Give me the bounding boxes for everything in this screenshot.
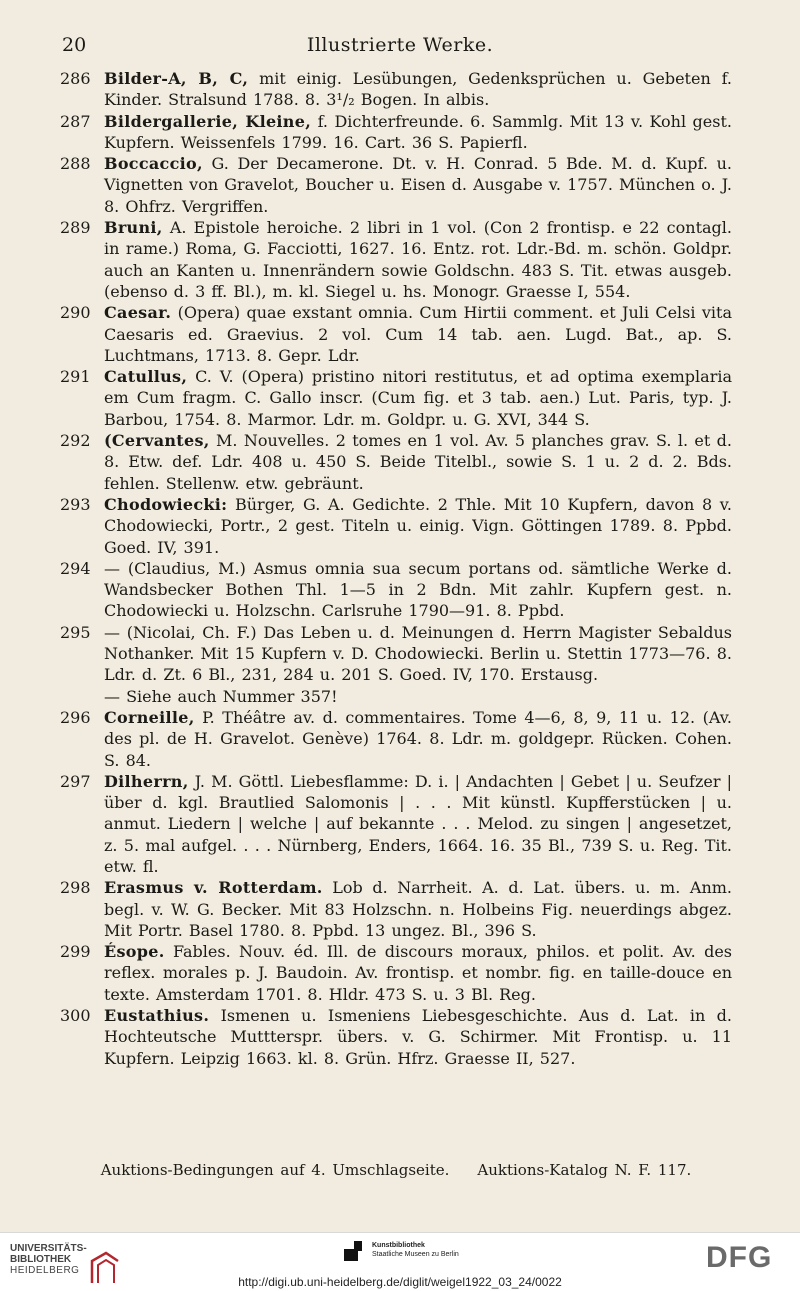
page-number: 20 — [62, 34, 87, 56]
entry-name: Ésope. — [104, 942, 165, 962]
kb-title: Kunstbibliothek — [372, 1242, 425, 1249]
university-library-logo[interactable] — [10, 1243, 130, 1276]
entry-name: Chodowiecki: — [104, 494, 228, 514]
catalog-entry — [60, 302, 732, 366]
entry-text: f. Dichterfreunde. 6. Sammlg. Mit 13 v. Kohl gest. Kupfern. Weissenfels 1799. 16. Cart. 36 S. Papierfl. — [104, 111, 732, 152]
entry-name: Boccaccio, — [104, 154, 203, 174]
entry-name: Corneille, — [104, 707, 195, 727]
entry-number: 290 — [60, 303, 91, 323]
entry-text: — (Claudius, M.) Asmus omnia sua secum portans od. sämtliche Werke d. Wandsbecker Bothen Thl. 1—5 in 2 Bdn. Mit zahlr. Kupfern gest. n. Chodowiecki u. Holzschn. Carlsruhe 1790—91. 8. Ppbd. — [104, 558, 732, 621]
catalog-entry — [60, 771, 732, 877]
entry-name: Dilherrn, — [104, 771, 189, 791]
logo-line: BIBLIOTHEK — [10, 1254, 72, 1265]
entry-number: 298 — [60, 878, 91, 898]
kunstbibliothek-label — [372, 1241, 512, 1259]
entry-number: 293 — [60, 494, 91, 514]
entry-text: mit einig. Lesübungen, Gedenksprüchen u. Gebeten f. Kinder. Stralsund 1788. 8. 3¹/₂ Bogen. In albis. — [104, 69, 732, 110]
entry-number: 299 — [60, 942, 91, 962]
entry-name: Catullus, — [104, 367, 188, 387]
entry-name: (Cervantes, — [104, 431, 210, 451]
entry-name: Caesar. — [104, 303, 172, 323]
digitization-bar — [0, 1232, 800, 1291]
entry-number: 291 — [60, 367, 91, 387]
entry-number: 287 — [60, 111, 91, 131]
footer-catalog: Auktions-Katalog N. F. 117. — [477, 1161, 692, 1179]
catalog-entry — [60, 877, 732, 941]
entry-number: 286 — [60, 69, 91, 88]
entry-text: J. M. Göttl. Liebesflamme: D. i. | Andachten | Gebet | u. Seufzer | über d. kgl. Brautlied Salomonis | . . . Mit künstl. Kupfferstücken | u. anmut. Liedern | welche | auf bekannte . . . Melod. zu singen | angesetzet, z. 5. mal aufgel. . . . Nürnberg, Enders, 1664. 16. 35 Bl., 739 S. u. Reg. Tit. etw. fl. — [104, 771, 732, 876]
logo-line: HEIDELBERG — [10, 1265, 80, 1276]
entry-text: Lob d. Narrheit. A. d. Lat. übers. u. m. Anm. begl. v. W. G. Becker. Mit 83 Holzschn. n. Holbeins Fig. neuerdings abgez. Mit Portr. Basel 1780. 8. Ppbd. 13 ungez. Bl., 396 S. — [104, 878, 732, 940]
entry-text: G. Der Decamerone. Dt. v. H. Conrad. 5 Bde. M. d. Kupf. u. Vignetten von Gravelot, Boucher u. Eisen d. Ausgabe v. 1757. München o. J. 8. Ohfrz. Vergriffen. — [104, 154, 732, 216]
catalog-entry — [60, 430, 732, 494]
catalog-entry — [60, 366, 732, 430]
catalog-entry — [60, 707, 732, 771]
entry-name: Bildergallerie, Kleine, — [104, 111, 312, 131]
catalog-entry — [60, 558, 732, 622]
dfg-logo[interactable]: DFG — [706, 1241, 773, 1274]
entry-text: — (Nicolai, Ch. F.) Das Leben u. d. Meinungen d. Herrn Magister Sebaldus Nothanker. Mit 15 Kupfern v. D. Chodowiecki. Berlin u. Stettin 1773—76. 8. Ldr. d. Zt. 6 Bl., 231, 284 u. 201 S. Goed. IV, 170. Erstausg. — [104, 622, 732, 685]
catalog-entry — [60, 494, 732, 558]
catalog-entries — [60, 68, 732, 1069]
permalink-url[interactable]: http://digi.ub.uni-heidelberg.de/diglit/weigel1922_03_24/0022 — [238, 1275, 562, 1289]
entry-text: Fables. Nouv. éd. Ill. de discours moraux, philos. et polit. Av. des reflex. morales p. J. Baudoin. Av. frontisp. et nombr. fig. en taille-douce en texte. Amsterdam 1701. 8. Hldr. 473 S. u. 3 Bl. Reg. — [104, 942, 732, 1004]
entry-number: 300 — [60, 1006, 91, 1026]
entry-name: Erasmus v. Rotterdam. — [104, 878, 323, 898]
entry-text: (Opera) quae exstant omnia. Cum Hirtii comment. et Juli Celsi vita Caesaris ed. Graevius. 2 vol. Cum 14 tab. aen. Lugd. Bat., ap. S. Luchtmans, 1713. 8. Gepr. Ldr. — [104, 303, 732, 365]
entry-number: 289 — [60, 218, 91, 238]
entry-number: 294 — [60, 558, 91, 578]
entry-name: Bruni, — [104, 218, 163, 238]
entry-number: 292 — [60, 431, 91, 451]
page-header — [62, 34, 738, 58]
entry-text: Ismenen u. Ismeniens Liebesgeschichte. Aus d. Lat. in d. Hochteutsche Muttterspr. übers. v. G. Schirmer. Mit Frontisp. u. 11 Kupfern. Leipzig 1663. kl. 8. Grün. Hfrz. Graesse II, 527. — [104, 1006, 732, 1068]
page-title: Illustrierte Werke. — [306, 34, 494, 56]
kunstbibliothek-logo-icon[interactable] — [342, 1239, 366, 1263]
catalog-entry — [60, 68, 732, 111]
catalog-entry — [60, 153, 732, 217]
catalog-entry — [60, 941, 732, 1005]
catalog-entry — [60, 217, 732, 302]
page-footer — [60, 1161, 732, 1179]
catalog-entry — [60, 111, 732, 154]
entry-name: Eustathius. — [104, 1006, 210, 1026]
kb-subtitle: Staatliche Museen zu Berlin — [372, 1251, 459, 1258]
entry-name: Bilder-A, B, C, — [104, 69, 249, 88]
entry-text: M. Nouvelles. 2 tomes en 1 vol. Av. 5 planches grav. S. l. et d. 8. Etw. def. Ldr. 408 u. 450 S. Beide Titelbl., sowie S. 1 u. 2 d. 2. Bds. fehlen. Stellenw. etw. gebräunt. — [104, 431, 733, 493]
entry-number: 288 — [60, 154, 91, 174]
footer-conditions: Auktions-Bedingungen auf 4. Umschlagseite. — [100, 1161, 450, 1179]
entry-number: 297 — [60, 771, 91, 791]
entry-text: A. Epistole heroiche. 2 libri in 1 vol. (Con 2 frontisp. e 22 contagl. in rame.) Roma, G. Facciotti, 1627. 16. Entz. rot. Ldr.-Bd. m. schön. Goldpr. auch an Kanten u. Innenrändern sowie Goldschn. 483 S. Tit. etwas ausgeb. (ebenso d. 3 ff. Bl.), m. kl. Siegel u. hs. Monogr. Graesse I, 554. — [104, 218, 732, 301]
catalog-entry — [60, 622, 732, 707]
entry-text: Bürger, G. A. Gedichte. 2 Thle. Mit 10 Kupfern, davon 8 v. Chodowiecki, Portr., 2 gest. Titeln u. einig. Vign. Göttingen 1789. 8. Ppbd. Goed. IV, 391. — [104, 494, 732, 557]
logo-line: UNIVERSITÄTS- — [10, 1243, 87, 1254]
cross-reference: — Siehe auch Nummer 357! — [104, 686, 338, 706]
entry-number: 296 — [60, 707, 91, 727]
entry-text: C. V. (Opera) pristino nitori restitutus, et ad optima exemplaria em Cum fragm. C. Gallo inscr. (Cum fig. et 3 tab. aen.) Lut. Paris, typ. J. Barbou, 1754. 8. Marmor. Ldr. m. Goldpr. u. G. XVI, 344 S. — [104, 367, 732, 429]
entry-number: 295 — [60, 622, 91, 642]
catalog-entry — [60, 1005, 732, 1069]
entry-text: P. Théâtre av. d. commentaires. Tome 4—6, 8, 9, 11 u. 12. (Av. des pl. de H. Gravelot. Genève) 1764. 8. Ldr. m. goldgepr. Rücken. Cohen. S. 84. — [104, 707, 732, 770]
